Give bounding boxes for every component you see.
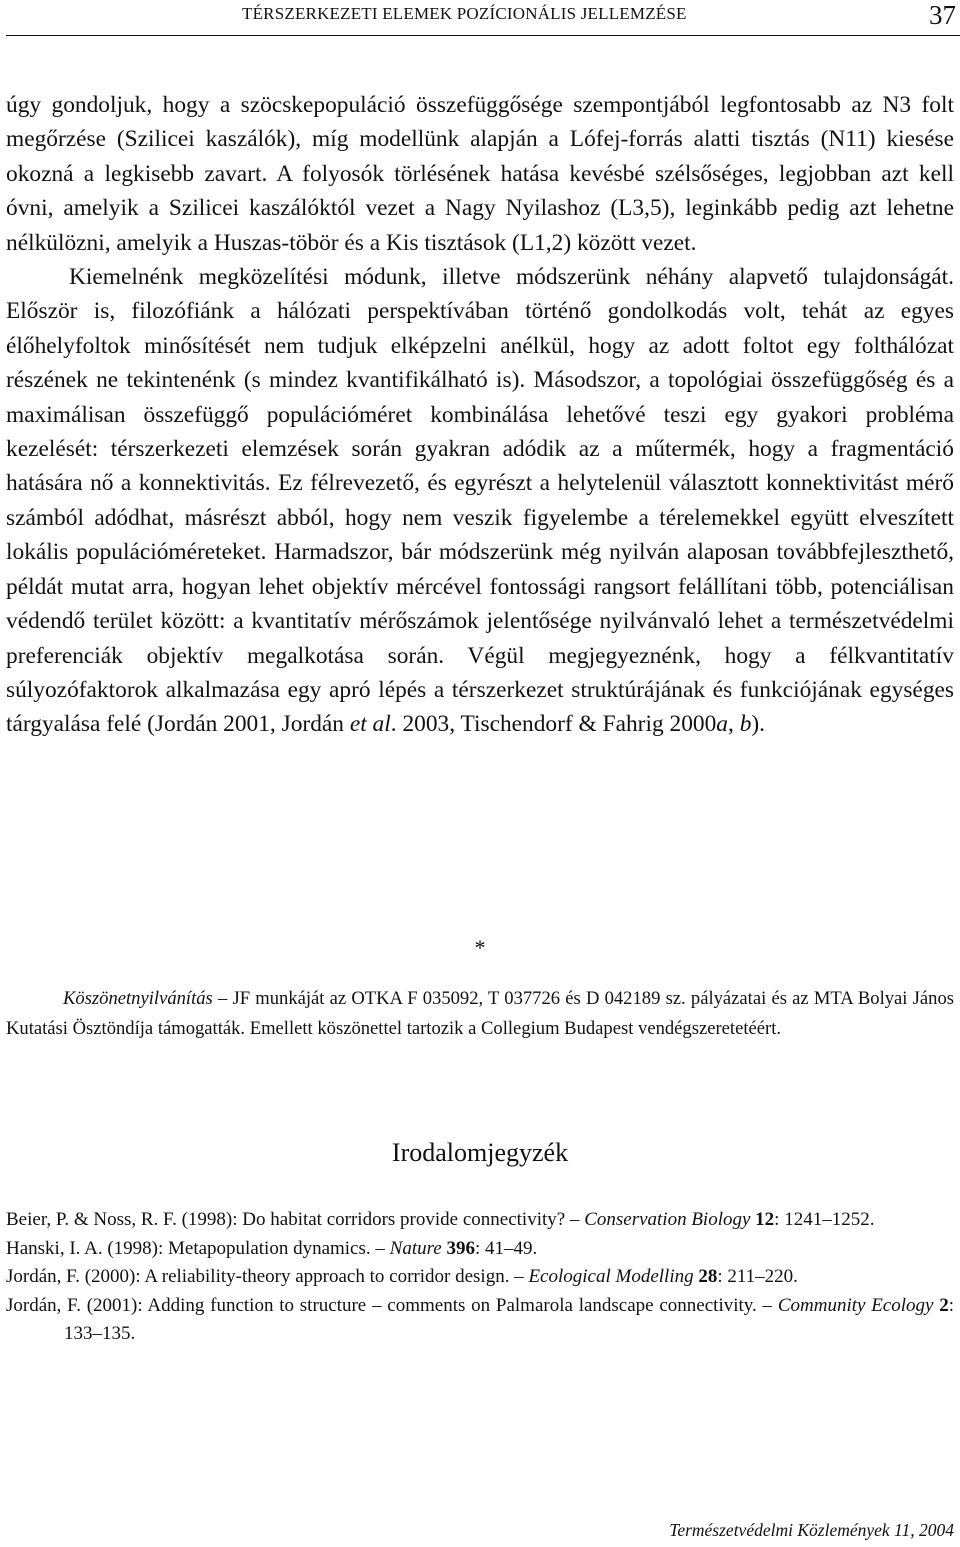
references-title: Irodalomjegyzék xyxy=(391,1138,569,1167)
et-al: et al xyxy=(349,711,391,738)
reference-volume: 396 xyxy=(446,1237,475,1259)
body-text xyxy=(6,88,954,742)
reference-authors: Jordán, F. (2001): Adding function to structure – comments on Palmarola landscape connectivity. – xyxy=(6,1294,778,1316)
reference-authors: Hanski, I. A. (1998): Metapopulation dynamics. – xyxy=(6,1237,390,1259)
reference-list xyxy=(6,1206,954,1349)
suffix-b: b xyxy=(739,711,752,738)
reference-volume: 28 xyxy=(698,1266,718,1288)
reference-authors: Jordán, F. (2000): A reliability-theory approach to corridor design. – xyxy=(6,1266,529,1288)
paragraph-2-main: Kiemelnénk megközelítési módunk, illetve módszerünk néhány alapvető tulajdonságát. Először is, filozófiánk a hálózati perspektívában történő gondolkodás volt, tehát az egyes élőhelyfoltok minősítését nem tudjuk elképzelni anélkül, hogy az adott foltot egy folthálózat részének ne tekintenénk (s mindez kvantifikálható is). Másodszor, a topológiai összefüggőség és a maximálisan összefüggő populációméret kombinálása lehetővé teszi egy gyakori probléma kezelését: térszerkezeti elemzések során gyakran adódik az a műtermék, hogy a fragmentáció hatására nő a konnektivitás. Ez félrevezető, és egyrészt a helytelenül választott konnektivitást mérő számból adódhat, másrészt abból, hogy nem veszik figyelembe a térelemekkel együtt elveszített lokális populációméreteket. Harmadszor, bár módszerünk még nyilván alaposan továbbfejleszthető, példát mutat arra, hogyan lehet objektív mércével fontossági rangsort felállítani több, potenciálisan védendő terület között: a kvantitatív mérőszámok jelentősége nyilvánvaló lehet a természetvédelmi preferenciák objektív megalkotása során. Végül megjegyeznénk, hogy a félkvantitatív súlyozófaktorok alkalmazása egy apró lépés a térszerkezet struktúrájának és funkciójának egységes tárgyalása felé (Jordán 2001, Jordán xyxy=(6,264,954,738)
section-separator: * xyxy=(474,935,486,960)
page-footer: Természetvédelmi Közlemények 11, 2004 xyxy=(669,1520,954,1540)
suffix-comma: , xyxy=(727,711,740,738)
page-number: 37 xyxy=(929,0,956,30)
reference-pages: : 133–135. xyxy=(64,1294,954,1345)
paragraph-2-mid: . 2003, Tischendorf & Fahrig 2000 xyxy=(390,711,717,738)
acknowledgement-label: Köszönetnyilvánítás xyxy=(63,988,213,1009)
reference-journal: Nature xyxy=(389,1237,442,1259)
reference-item xyxy=(6,1206,954,1235)
reference-item xyxy=(6,1235,954,1264)
header-rule xyxy=(6,35,960,36)
reference-volume: 2 xyxy=(939,1294,949,1316)
paragraph-1: úgy gondoljuk, hogy a szöcskepopuláció összefüggősége szempontjából legfontosabb az N3 folt megőrzése (Szilicei kaszálók), míg modellünk alapján a Lófej-forrás alatti tisztás (N11) kiesése okozná a legkisebb zavart. A folyosók törlésének hatása kevésbé szélsőséges, legjobban azt kell óvni, amelyik a Szilicei kaszálóktól vezet a Nagy Nyilashoz (L3,5), leginkább pedig azt lehetne nélkülözni, amelyik a Huszas-töbör és a Kis tisztások (L1,2) között vezet. xyxy=(6,92,954,256)
suffix-a: a xyxy=(716,711,728,738)
running-title: TÉRSZERKEZETI ELEMEK POZÍCIONÁLIS JELLEMZÉSE xyxy=(242,4,687,23)
reference-journal: Conservation Biology xyxy=(584,1209,751,1230)
acknowledgement-text: – JF munkáját az OTKA F 035092, T 037726 és D 042189 sz. pályázatai és az MTA Bolyai János Kutatási Ösztöndíja támogatták. Emellett köszönettel tartozik a Collegium Budapest vendégszeretetéért. xyxy=(6,988,954,1039)
reference-item xyxy=(6,1292,954,1349)
reference-pages: : 41–49. xyxy=(474,1237,538,1259)
paragraph-2 xyxy=(6,260,954,742)
reference-authors: Beier, P. & Noss, R. F. (1998): Do habitat corridors provide connectivity? – xyxy=(6,1209,585,1230)
reference-journal: Ecological Modelling xyxy=(528,1266,694,1288)
reference-item xyxy=(6,1263,954,1292)
reference-pages: : 211–220. xyxy=(717,1266,798,1288)
acknowledgement xyxy=(6,984,954,1043)
reference-journal: Community Ecology xyxy=(777,1294,934,1316)
reference-pages: : 1241–1252. xyxy=(774,1209,875,1230)
page-header xyxy=(0,0,960,36)
reference-volume: 12 xyxy=(755,1209,775,1230)
paragraph-2-end: ). xyxy=(751,711,766,738)
